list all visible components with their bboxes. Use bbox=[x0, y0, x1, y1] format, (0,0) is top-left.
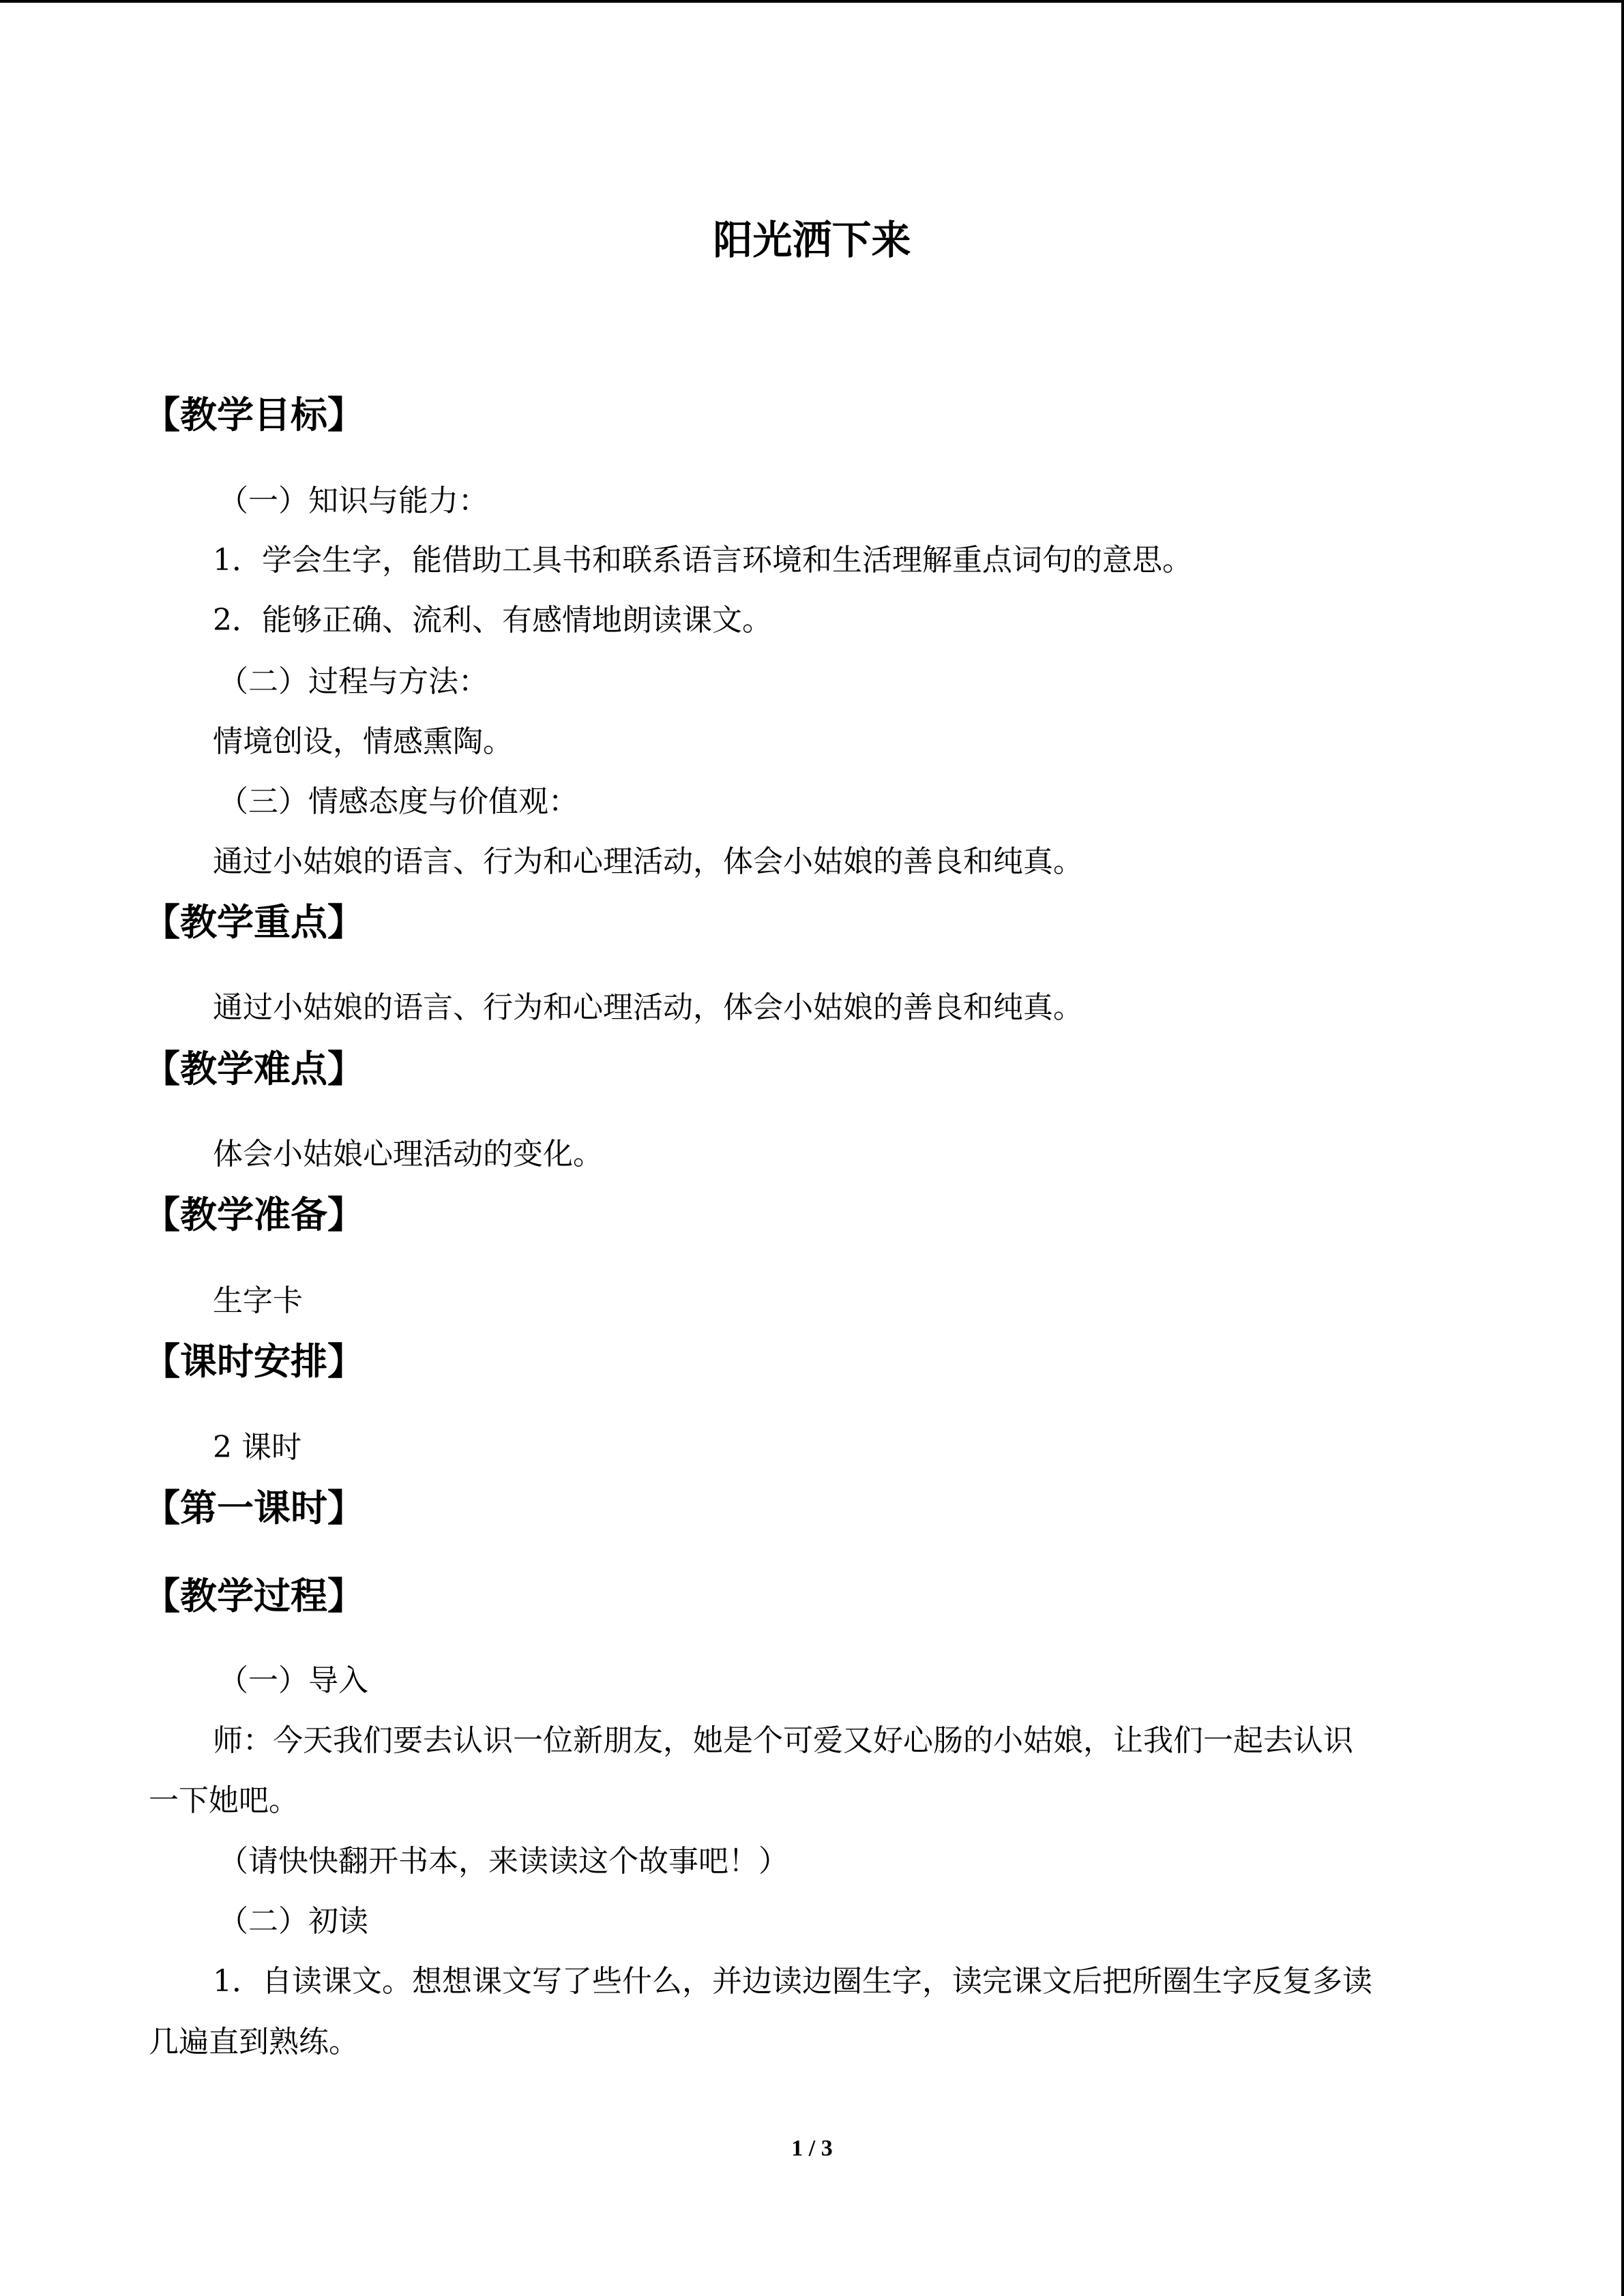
top-border bbox=[0, 0, 1624, 3]
process-line-3: 一下她吧。 bbox=[149, 1783, 299, 1818]
objectives-line-3: 2．能够正确、流利、有感情地朗读课文。 bbox=[213, 603, 772, 638]
process-line-4: （请快快翻开书本，来读读这个故事吧！） bbox=[218, 1844, 788, 1879]
preparation-line-1: 生字卡 bbox=[213, 1283, 303, 1318]
process-line-1: （一）导入 bbox=[218, 1663, 368, 1698]
objectives-line-5: 情境创设，情感熏陶。 bbox=[213, 724, 513, 759]
section-heading-preparation: 【教学准备】 bbox=[143, 1193, 364, 1236]
objectives-line-6: （三）情感态度与价值观： bbox=[218, 784, 578, 819]
difficulties-line-1: 体会小姑娘心理活动的变化。 bbox=[213, 1137, 603, 1172]
document-title: 阳光洒下来 bbox=[713, 217, 911, 263]
right-border bbox=[1621, 0, 1624, 2296]
schedule-line-1: 2 课时 bbox=[213, 1430, 301, 1465]
section-heading-schedule: 【课时安排】 bbox=[143, 1340, 364, 1383]
section-heading-difficulties: 【教学难点】 bbox=[143, 1047, 364, 1090]
process-line-7: 几遍直到熟练。 bbox=[149, 2025, 359, 2059]
objectives-line-4: （二）过程与方法： bbox=[218, 664, 488, 699]
page-number: 1 / 3 bbox=[791, 2136, 833, 2161]
key-points-line-1: 通过小姑娘的语言、行为和心理活动，体会小姑娘的善良和纯真。 bbox=[213, 990, 1083, 1025]
section-heading-process: 【教学过程】 bbox=[143, 1575, 364, 1617]
objectives-line-2: 1．学会生字，能借助工具书和联系语言环境和生活理解重点词句的意思。 bbox=[213, 543, 1192, 578]
section-heading-objectives: 【教学目标】 bbox=[143, 393, 364, 436]
objectives-line-7: 通过小姑娘的语言、行为和心理活动，体会小姑娘的善良和纯真。 bbox=[213, 844, 1083, 879]
objectives-line-1: （一）知识与能力： bbox=[218, 483, 488, 518]
section-heading-first-lesson: 【第一课时】 bbox=[143, 1487, 364, 1530]
section-heading-key-points: 【教学重点】 bbox=[143, 901, 364, 944]
process-line-6: 1．自读课文。想想课文写了些什么，并边读边圈生字，读完课文后把所圈生字反复多读 bbox=[213, 1964, 1372, 1999]
process-line-5: （二）初读 bbox=[218, 1904, 368, 1939]
process-line-2: 师：今天我们要去认识一位新朋友，她是个可爱又好心肠的小姑娘，让我们一起去认识 bbox=[213, 1723, 1353, 1758]
